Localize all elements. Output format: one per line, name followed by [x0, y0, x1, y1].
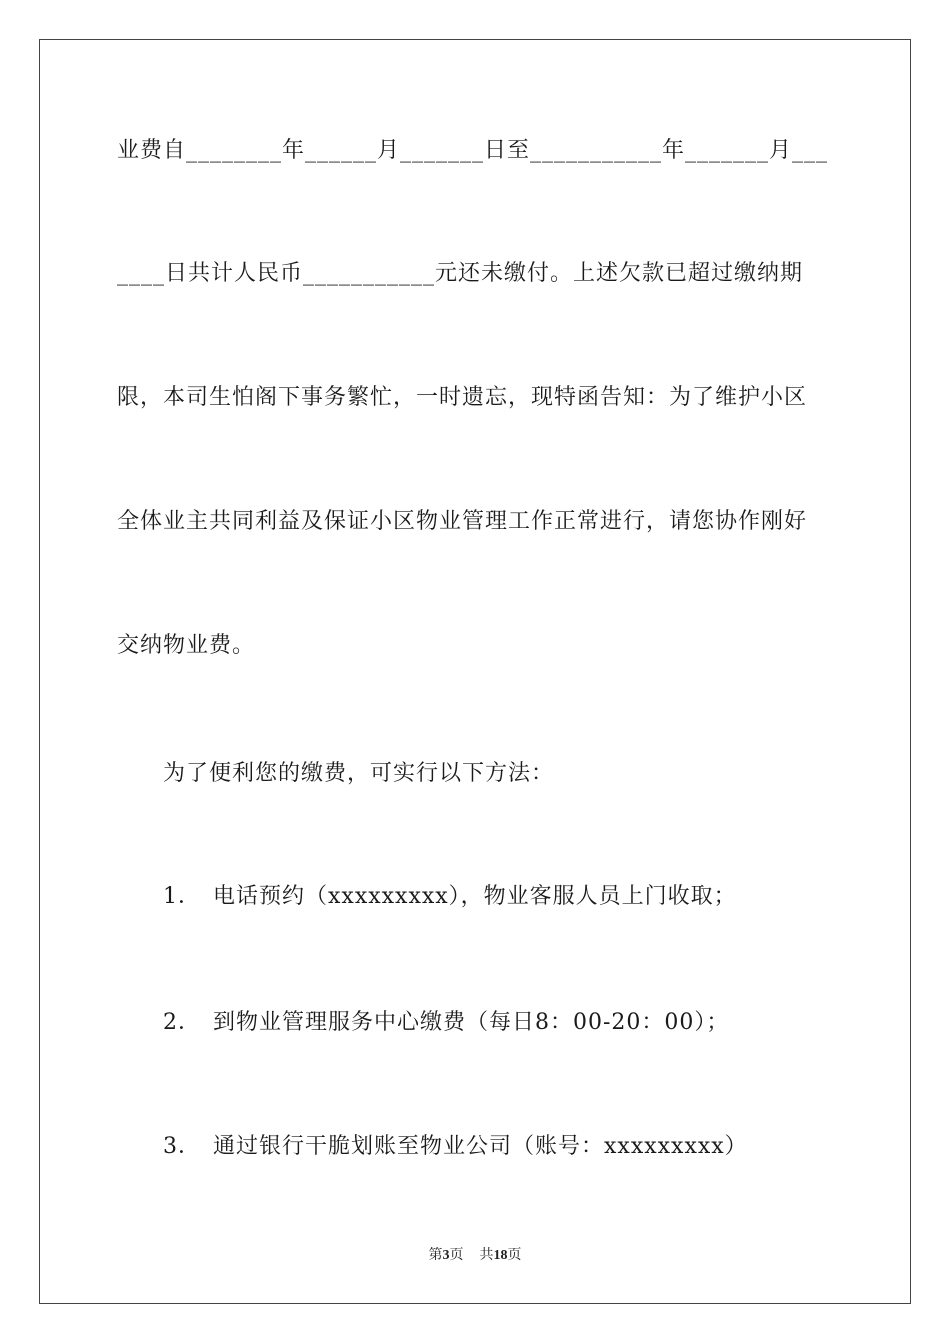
- list-item: [163, 1008, 879, 1038]
- paragraph-intro: 为了便利您的缴费，可实行以下方法：: [163, 761, 555, 786]
- paragraph-line: 业费自________年______月_______日至___________年_______月___: [117, 138, 829, 163]
- page-suffix: 页: [449, 1248, 464, 1263]
- paragraph-line: 全体业主共同利益及保证小区物业管理工作正常进行，请您协作刚好: [117, 509, 808, 534]
- page-total: 18: [493, 1248, 508, 1263]
- page-prefix: 第: [428, 1248, 443, 1263]
- list-item: [163, 1132, 879, 1162]
- page-current: 3: [442, 1248, 450, 1263]
- paragraph-line: ____日共计人民币___________元还未缴付。上述欠款已超过缴纳期: [117, 261, 804, 286]
- list-item-text: 到物业管理服务中心缴费（每日8：00-20：00）；: [213, 1010, 730, 1035]
- list-item-number: 2．: [163, 1010, 201, 1035]
- list-item-number: 1．: [163, 884, 201, 909]
- list-item-text: 通过银行干脆划账至物业公司（账号：xxxxxxxxx）: [213, 1134, 748, 1159]
- total-prefix: 共: [479, 1248, 494, 1263]
- paragraph-line: 限，本司生怕阁下事务繁忙，一时遗忘，现特函告知：为了维护小区: [117, 385, 808, 410]
- page-footer: [0, 1247, 950, 1265]
- total-suffix: 页: [507, 1248, 522, 1263]
- list-item-text: 电话预约（xxxxxxxxx），物业客服人员上门收取；: [213, 884, 737, 909]
- paragraph-line: 交纳物业费。: [117, 633, 256, 658]
- page-border: [39, 39, 911, 1304]
- list-item: [163, 882, 879, 912]
- list-item-number: 3．: [163, 1134, 201, 1159]
